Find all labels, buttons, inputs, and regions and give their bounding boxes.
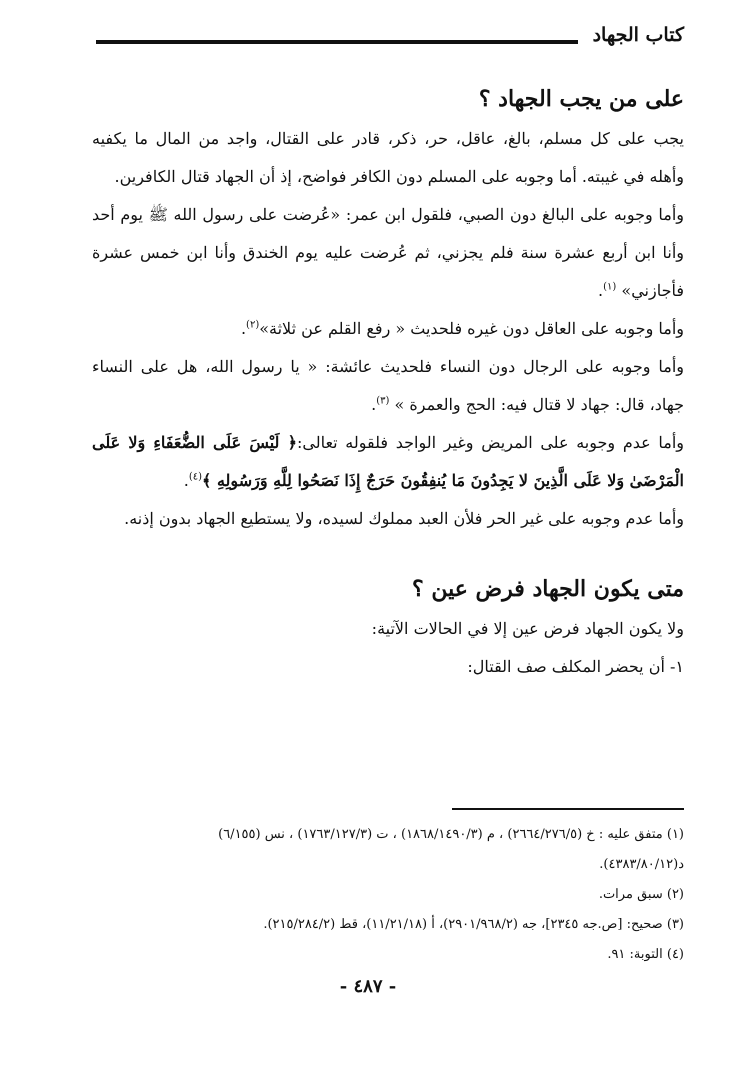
- paragraph: [92, 610, 684, 648]
- main-text: [92, 78, 684, 686]
- quran-verse: ﴿ لَيْسَ عَلَى الضُّعَفَاءِ وَلا عَلَى الْمَرْضَىٰ وَلا عَلَى الَّذِينَ لا يَجِدُونَ مَا يُنفِقُونَ حَرَجٌ إِذَا نَصَحُوا لِلَّهِ وَرَسُولِهِ ﴾: [92, 433, 684, 490]
- section-heading-when: متى يكون الجهاد فرض عين ؟: [412, 576, 684, 602]
- paragraph-text: وأما عدم وجوبه على غير الحر فلأن العبد مملوك لسيده، ولا يستطيع الجهاد بدون إذنه.: [124, 509, 684, 528]
- paragraph-text: ١- أن يحضر المكلف صف القتال:: [467, 657, 684, 676]
- sentence-end: .: [183, 471, 189, 490]
- paragraph-text: يجب على كل مسلم، بالغ، عاقل، حر، ذكر، قادر على القتال، واجد من المال ما يكفيه وأهله في غيبته. أما وجوبه على المسلم دون الكافر فواضح، إذ أن الجهاد قتال الكافرين.: [92, 129, 684, 186]
- paragraph: [92, 500, 684, 538]
- paragraph: [92, 648, 684, 686]
- section-heading-who: على من يجب الجهاد ؟: [478, 86, 684, 112]
- header-title: كتاب الجهاد: [592, 24, 684, 46]
- paragraph: [92, 310, 684, 348]
- sentence-end: .: [240, 319, 247, 338]
- footnote-1-continued: د(٤٣٨٣/٨٠/١٢).: [599, 857, 684, 872]
- sentence-end: .: [371, 395, 377, 414]
- footnote-2: (٢) سبق مرات.: [598, 887, 684, 902]
- paragraph: [92, 348, 684, 424]
- footnote-separator: [452, 808, 684, 810]
- footnote-3: (٣) صحيح: [ص.جه ٢٣٤٥]، جه (٢٩٠١/٩٦٨/٢)، أ (١١/٢١/١٨)، قط (٢١٥/٢٨٤/٢).: [263, 917, 684, 932]
- paragraph: [92, 196, 684, 310]
- footnote-1: (١) متفق عليه : خ (٢٦٦٤/٢٧٦/٥) ، م (١٨٦٨/١٤٩٠/٣) ، ت (١٧٦٣/١٢٧/٣) ، نس (٦/١٥٥): [218, 827, 684, 842]
- paragraph-text: وأما وجوبه على البالغ دون الصبي، فلقول ابن عمر: «عُرضت على رسول الله ﷺ يوم أحد وأنا ابن أربع عشرة سنة فلم يجزني، ثم عُرضت عليه يوم الخندق وأنا ابن خمس عشرة فأجازني»: [92, 205, 684, 300]
- footnote-ref: (٣): [376, 395, 390, 407]
- paragraph-text: ولا يكون الجهاد فرض عين إلا في الحالات الآتية:: [371, 619, 684, 638]
- running-header: [96, 24, 684, 60]
- header-rule: [96, 40, 578, 44]
- paragraph-text: وأما عدم وجوبه على المريض وغير الواجد فلقوله تعالى:: [296, 433, 684, 452]
- footnote-ref: (٢): [246, 319, 260, 331]
- paragraph: [92, 424, 684, 500]
- paragraph-text: وأما وجوبه على العاقل دون غيره فلحديث « رفع القلم عن ثلاثة»: [259, 319, 684, 338]
- footnote-ref: (٤): [188, 471, 203, 483]
- footnote-4: (٤) التوبة: ٩١.: [607, 947, 684, 962]
- paragraph-text: وأما وجوبه على الرجال دون النساء فلحديث عائشة: « يا رسول الله، هل على النساء جهاد، قال: جهاد لا قتال فيه: الحج والعمرة »: [92, 357, 684, 414]
- sentence-end: .: [598, 281, 604, 300]
- footnote-ref: (١): [603, 281, 617, 293]
- paragraph: [92, 120, 684, 196]
- footnotes: [92, 820, 684, 970]
- page-number: - ٤٨٧ -: [339, 976, 397, 997]
